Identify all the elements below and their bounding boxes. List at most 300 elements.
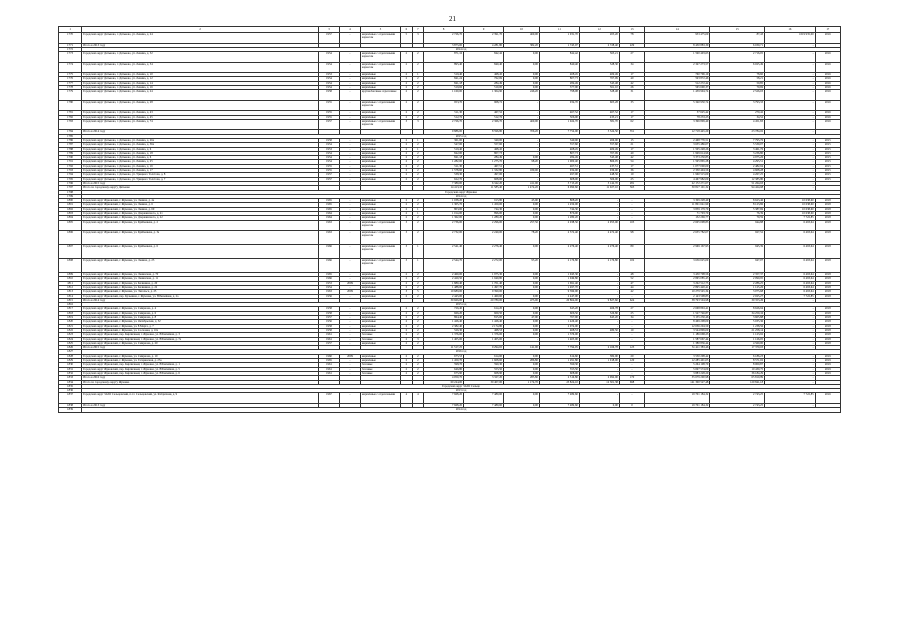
address-cell: Городской округ Жуковский, пер. Кирпичный, г. Жуковка, ул. Юбилейная, д. 5 [82,367,319,371]
value-cell: 437,51 [579,164,619,168]
value-cell: 6 039,71 [710,43,765,47]
row-number-cell: 1831 [59,367,82,371]
row-number-cell: 1776 [59,77,82,81]
value-cell: 945,39 [710,245,765,259]
value-cell: 5 524,50 [579,130,619,134]
value-cell: - [504,290,540,294]
address-cell: Городской округ Жуковский, г. Жуковка, ул. Ленина, д. 6 [82,203,319,207]
section-title-cell: 2015 год [82,303,841,307]
address-cell: Городской округ Жуковский, г. Жуковка, ул. 8 Марта, д. 7 [82,324,319,328]
value-cell: 3 [401,119,413,130]
value-cell: 842,42 [464,52,504,63]
value-cell: - [339,333,360,337]
value-cell: 34 [619,316,644,320]
value-cell: 2 728,40 [579,43,619,47]
value-cell: 6 186,23 [710,354,765,358]
value-cell: 1961 [318,371,339,375]
value-cell: 3 396 899,40 [645,119,710,130]
value-cell: 448,56 [579,173,619,177]
section-title-cell: Городской округ Жуковка [82,190,841,194]
value-cell: 58,21 [710,77,765,81]
value-cell: кирпичные [361,85,401,89]
value-cell: 4 050,70 [424,376,464,380]
value-cell: 506,00 [579,177,619,181]
value-cell: 2 [401,333,413,337]
value-cell: 2015 [815,177,840,181]
value-cell: 767,90 [539,316,579,320]
value-cell: 1964 [318,216,339,220]
value-cell: 557,60 [539,143,579,147]
value-cell: 1 578,60 [424,169,464,173]
value-cell: 468,53 [539,328,579,332]
value-cell: 3 544 899,00 [645,328,710,332]
value-cell: 2 [401,85,413,89]
value-cell: 866,05 [579,160,619,164]
value-cell: крупноблочные отделочные [361,90,401,101]
value-cell: 1967 [318,393,339,404]
value-cell: 2 [412,371,424,375]
value-cell: - [339,207,360,211]
value-cell: 2 [412,333,424,337]
value-cell: 1 450,70 [424,359,464,363]
value-cell: - [339,341,360,345]
value-cell: 3 635 486,07 [645,143,710,147]
value-cell: - [765,177,816,181]
value-cell: 561,10 [579,85,619,89]
section-title-cell: 2014 год [82,408,841,412]
value-cell: - [619,203,644,207]
value-cell: 2 [401,207,413,211]
value-cell: 58 793 504,98 [645,298,710,302]
address-cell: Городской округ Жуковский, пер. Кирпичный, г. Жуковка, ул. Юбилейная, д. 6 [82,371,319,375]
value-cell: - [579,281,619,285]
value-cell: 2 176,80 [539,259,579,273]
row-number-cell: 1834 [59,380,82,384]
value-cell: 5 264 198,70 [645,363,710,367]
value-cell: 497,00 [464,173,504,177]
value-cell: - [765,43,816,47]
address-cell: Городской округ Жуковский, г. Жуковка, ул. Калинина, д. 20 [82,281,319,285]
value-cell: 2 [401,216,413,220]
value-cell: 1 590 493,63 [645,52,710,63]
value-cell: 1965 [318,207,339,211]
value-cell: 1 931,70 [539,33,579,44]
value-cell: - [765,90,816,101]
value-cell: - [579,294,619,298]
value-cell: - [339,177,360,181]
value-cell: 2 [412,143,424,147]
value-cell: 14 413,10 [424,186,464,190]
value-cell: 1957 [318,316,339,320]
value-cell: 5 [412,290,424,294]
value-cell: 2019 [815,371,840,375]
value-cell: 4 281,80 [464,43,504,47]
value-cell: блочные [361,367,401,371]
value-cell: 1 [412,73,424,77]
value-cell: - [579,286,619,290]
value-cell: 47,00 [504,316,540,320]
value-cell: 1957 [318,341,339,345]
value-cell: кирпичные [361,286,401,290]
value-cell: 2 [401,169,413,173]
value-cell: кирпичные [361,212,401,216]
value-cell: 2 472,40 [579,231,619,245]
value-cell: 1 125,26 [710,286,765,290]
value-cell: 5 697 574,00 [645,367,710,371]
value-cell: 10 279 545,34 [645,290,710,294]
value-cell: 2016 [815,62,840,73]
value-cell: 1965 [318,199,339,203]
section-title-cell: 2015 год [82,134,841,138]
table-row [59,62,841,73]
value-cell: 7 795,76 [710,138,765,142]
value-cell: - [765,85,816,89]
value-cell: 2 [401,160,413,164]
column-number-cell: 5 [361,27,401,33]
column-number-cell: 13 [619,27,644,33]
value-cell: 2 [401,147,413,151]
value-cell: 1 376,00 [464,333,504,337]
value-cell: 0,00 [504,85,540,89]
value-cell: 609,50 [464,311,504,315]
housing-register-table [58,26,841,413]
value-cell: 246,20 [504,90,540,101]
value-cell: - [579,367,619,371]
value-cell: 526,80 [579,311,619,315]
value-cell: 2019 [815,359,840,363]
value-cell: 1966 [318,277,339,281]
value-cell: 706,20 [504,130,540,134]
value-cell: 2 [401,316,413,320]
value-cell: - [504,337,540,341]
address-cell: Городской округ Жуковский, г. Жуковка, ул. Октябрьская, д. 52 [82,320,319,324]
value-cell: 467,51 [539,164,579,168]
value-cell: 229 [619,43,644,47]
table-row [59,245,841,259]
value-cell: - [765,147,816,151]
value-cell: 1 949,80 [539,277,579,281]
value-cell: 6 493,64 [765,273,816,277]
value-cell: 2 [401,286,413,290]
value-cell: 2 [401,354,413,358]
value-cell: - [579,273,619,277]
value-cell: 5 035,36 [710,320,765,324]
value-cell: 10 638,60 [765,199,816,203]
value-cell: 1963 [318,231,339,245]
value-cell: 553,50 [539,367,579,371]
value-cell: 2 [412,173,424,177]
value-cell: - [579,207,619,211]
value-cell: - [765,341,816,345]
value-cell: 614,60 [539,354,579,358]
value-cell: - [339,100,360,111]
value-cell: 675,53 [424,354,464,358]
value-cell: 9 399,00 [464,290,504,294]
value-cell: 2 429,50 [424,277,464,281]
value-cell: 3 [401,245,413,259]
value-cell: 2 025,27 [710,294,765,298]
value-cell: - [339,111,360,115]
value-cell: кирпичные [361,111,401,115]
value-cell: 2 743,25 [710,403,765,407]
value-cell: 528,30 [579,62,619,73]
value-cell: 2 865 085,43 [645,277,710,281]
value-cell: 286,80 [504,359,540,363]
value-cell: 382,20 [504,43,540,47]
value-cell: 1 [412,138,424,142]
address-cell: Городской округ Дятьково, г. Дятьково, ул. Ленина, д. 43 [82,111,319,115]
value-cell: кирпичные [361,138,401,142]
table-row [59,100,841,111]
row-number-cell: 1835 [59,384,82,388]
value-cell: 3 [401,220,413,231]
value-cell: 2 [412,177,424,181]
value-cell: - [765,119,816,130]
value-cell: 1 960 515,00 [645,173,710,177]
value-cell: - [619,212,644,216]
value-cell: 1964 [318,212,339,216]
value-cell: 1955 [318,164,339,168]
row-number-cell: 1784 [59,130,82,134]
value-cell: кирпичные [361,164,401,168]
value-cell: 622,70 [424,177,464,181]
value-cell: 1957 [318,119,339,130]
value-cell: 543,48 [579,81,619,85]
address-cell: Городской округ Жуковский, г. Жуковка, ул. Смирнова, д. 6 [82,311,319,315]
value-cell: 468,45 [464,73,504,77]
value-cell: - [765,143,816,147]
value-cell: 1 945,30 [539,273,579,277]
value-cell: - [619,371,644,375]
table-row [59,119,841,130]
value-cell: 3 859 179,70 [645,207,710,211]
value-cell: кирпичные [361,290,401,294]
value-cell: 807,73 [539,77,579,81]
value-cell: 285,80 [504,376,540,380]
value-cell: кирпичные [361,115,401,119]
address-cell: Итого в 2013 году [82,43,319,47]
value-cell: 468,45 [539,147,579,151]
value-cell: 7 754,00 [539,130,579,134]
value-cell: - [504,111,540,115]
column-number-cell: 9 [464,27,504,33]
value-cell: 21 258,14 [710,328,765,332]
value-cell: 2016 [815,111,840,115]
value-cell: 593 872,46 [645,77,710,81]
address-cell: Городской округ Дятьково, г. Дятьково, ул. Урицкого Толстова, д. 8 [82,173,319,177]
value-cell: кирпичные [361,203,401,207]
value-cell: 2018 [815,220,840,231]
value-cell: кирпичные [361,169,401,173]
value-cell: 895,40 [424,62,464,73]
value-cell: - [765,354,816,358]
value-cell: 565 690,37 [645,85,710,89]
value-cell: 3 [401,231,413,245]
value-cell: 40 [619,77,644,81]
value-cell: кирпичные [361,81,401,85]
value-cell: 767,99 [579,77,619,81]
address-cell: Городской округ Дятьково, г. Дятьково, ул. Ленина, д. 18 [82,151,319,155]
row-number-cell: 1825 [59,341,82,345]
value-cell: 0,00 [504,212,540,216]
value-cell: 1 174,70 [504,380,540,384]
value-cell: 767,99 [579,151,619,155]
value-cell: 2 726,70 [424,119,464,130]
value-cell: 608,90 [464,371,504,375]
row-number-cell: 1787 [59,143,82,147]
value-cell: кирпичные [361,277,401,281]
value-cell: 2 [401,203,413,207]
row-number-cell: 1827 [59,350,82,354]
value-cell: 1 608,60 [464,359,504,363]
value-cell: 8 626,94 [710,307,765,311]
value-cell: 2015 [815,143,840,147]
housing-register-table-wrapper [58,26,841,413]
value-cell: 7 489,60 [539,393,579,404]
value-cell: 913,80 [464,199,504,203]
value-cell: 7 489,60 [464,393,504,404]
address-cell: Городской округ Дятьково, г. Дятьково, ул. Ленина, д. 25 [82,160,319,164]
value-cell: 17 [619,164,644,168]
value-cell: 2 726,70 [424,33,464,44]
row-number-cell: 1794 [59,173,82,177]
value-cell: 1956 [318,294,339,298]
value-cell: 480,50 [579,328,619,332]
value-cell: 2019 [815,363,840,367]
address-cell: Итого в 2014 году [82,130,319,134]
value-cell: 2018 [815,245,840,259]
value-cell: 1955 [318,115,339,119]
table-row [59,33,841,44]
value-cell: 2 [412,231,424,245]
value-cell: кирпичные [361,199,401,203]
value-cell: кирпичные с отделочными каркасом [361,33,401,44]
value-cell: 2 526,03 [710,90,765,101]
value-cell: 2 286,25 [710,281,765,285]
value-cell: кирпичные [361,281,401,285]
value-cell: - [619,367,644,371]
value-cell: 48 [619,273,644,277]
value-cell: 468,45 [464,147,504,151]
value-cell: 3 873,00 [424,43,464,47]
value-cell: 2 [401,367,413,371]
value-cell: 2018 [815,324,840,328]
value-cell: 7 668,20 [424,393,464,404]
value-cell: 1957 [318,173,339,177]
value-cell: 2009 [339,290,360,294]
value-cell: 0,00 [504,328,540,332]
address-cell: Городской округ Жуковский, г. Жуковка, ул. Ленинская, д. 70 [82,273,319,277]
value-cell: 36 184,29 [710,371,765,375]
value-cell: 1953 [318,281,339,285]
value-cell: 1 587 667,44 [645,337,710,341]
value-cell: 266,00 [579,138,619,142]
value-cell: 608,90 [539,371,579,375]
value-cell: 1 123,92 [710,333,765,337]
value-cell: 9 399,00 [539,290,579,294]
value-cell: 2 544,70 [424,259,464,273]
value-cell: 2018 [815,320,840,324]
value-cell: 1965 [318,273,339,277]
value-cell: 2015 [815,147,840,151]
value-cell: - [339,81,360,85]
value-cell: 1958 [318,90,339,101]
value-cell: 12 301,38 [579,380,619,384]
value-cell: 608,00 [539,177,579,181]
value-cell: 11 517,25 [424,346,464,350]
value-cell: 512,76 [464,115,504,119]
value-cell: - [339,245,360,259]
value-cell: 3 075,68 [710,290,765,294]
row-number-cell: 1823 [59,333,82,337]
value-cell: 2 391,70 [464,33,504,44]
value-cell: 2015 [815,156,840,160]
address-cell: Городской округ Жуковский, г. Жуковка, ул. Дзержинского, д. 22 [82,216,319,220]
value-cell: 284,49 [464,156,504,160]
value-cell: 598,70 [424,363,464,367]
value-cell: - [579,212,619,216]
value-cell: 2018 [815,341,840,345]
table-body [59,27,841,413]
value-cell: - [765,337,816,341]
value-cell: 19 [619,173,644,177]
value-cell: 2 [412,100,424,111]
value-cell: 50 817 101,32 [645,186,710,190]
value-cell: 2018 [815,333,840,337]
address-cell: Городской округ Жуковский, г. Жуковка, ул. Куйбышева, д. 3а [82,231,319,245]
value-cell: - [765,359,816,363]
value-cell: 2 541,40 [424,245,464,259]
value-cell: 39 666,00 [424,298,464,302]
row-number-cell: 1833 [59,376,82,380]
value-cell: 94 424,68 [710,186,765,190]
column-number-cell: 3 [318,27,339,33]
value-cell: 26 [619,85,644,89]
value-cell: 7 668,20 [424,403,464,407]
value-cell: 15 [619,138,644,142]
row-number-cell: 1790 [59,156,82,160]
value-cell: 3 236,80 [710,151,765,155]
value-cell: блочные [361,371,401,375]
value-cell: 79,69 [710,85,765,89]
value-cell: 553,50 [464,367,504,371]
address-cell: Городской округ Дятьково, г. Дятьково, ул. Ленина, д. 14 [82,81,319,85]
value-cell: 1963 [318,290,339,294]
value-cell: 2 [401,307,413,311]
value-cell: 953 475,00 [645,33,710,44]
value-cell: - [339,359,360,363]
value-cell: - [339,273,360,277]
value-cell: 4 560,00 [710,341,765,345]
value-cell: - [339,115,360,119]
value-cell: 11 027,10 [579,186,619,190]
value-cell: 2 [412,320,424,324]
value-cell: 340,00 [464,138,504,142]
address-cell: Городской округ Жуковский, г. Жуковка, ул. Смирнова, д. 4 [82,307,319,311]
value-cell: 17 [619,115,644,119]
address-cell: Городской округ ЗАТО Сельцовский, п.г.т. Сельцовский, ул. Фабричная, д. 9 [82,393,319,404]
value-cell: 57 625,42 [645,111,710,115]
value-cell: 284,49 [539,156,579,160]
value-cell: 71 793,70 [645,212,710,216]
value-cell: 36 [619,169,644,173]
value-cell: - [765,346,816,350]
value-cell: 1 280,20 [464,216,504,220]
value-cell: кирпичные [361,207,401,211]
value-cell: 9 827,60 [579,298,619,302]
value-cell: - [504,143,540,147]
value-cell: 6 090,60 [539,186,579,190]
